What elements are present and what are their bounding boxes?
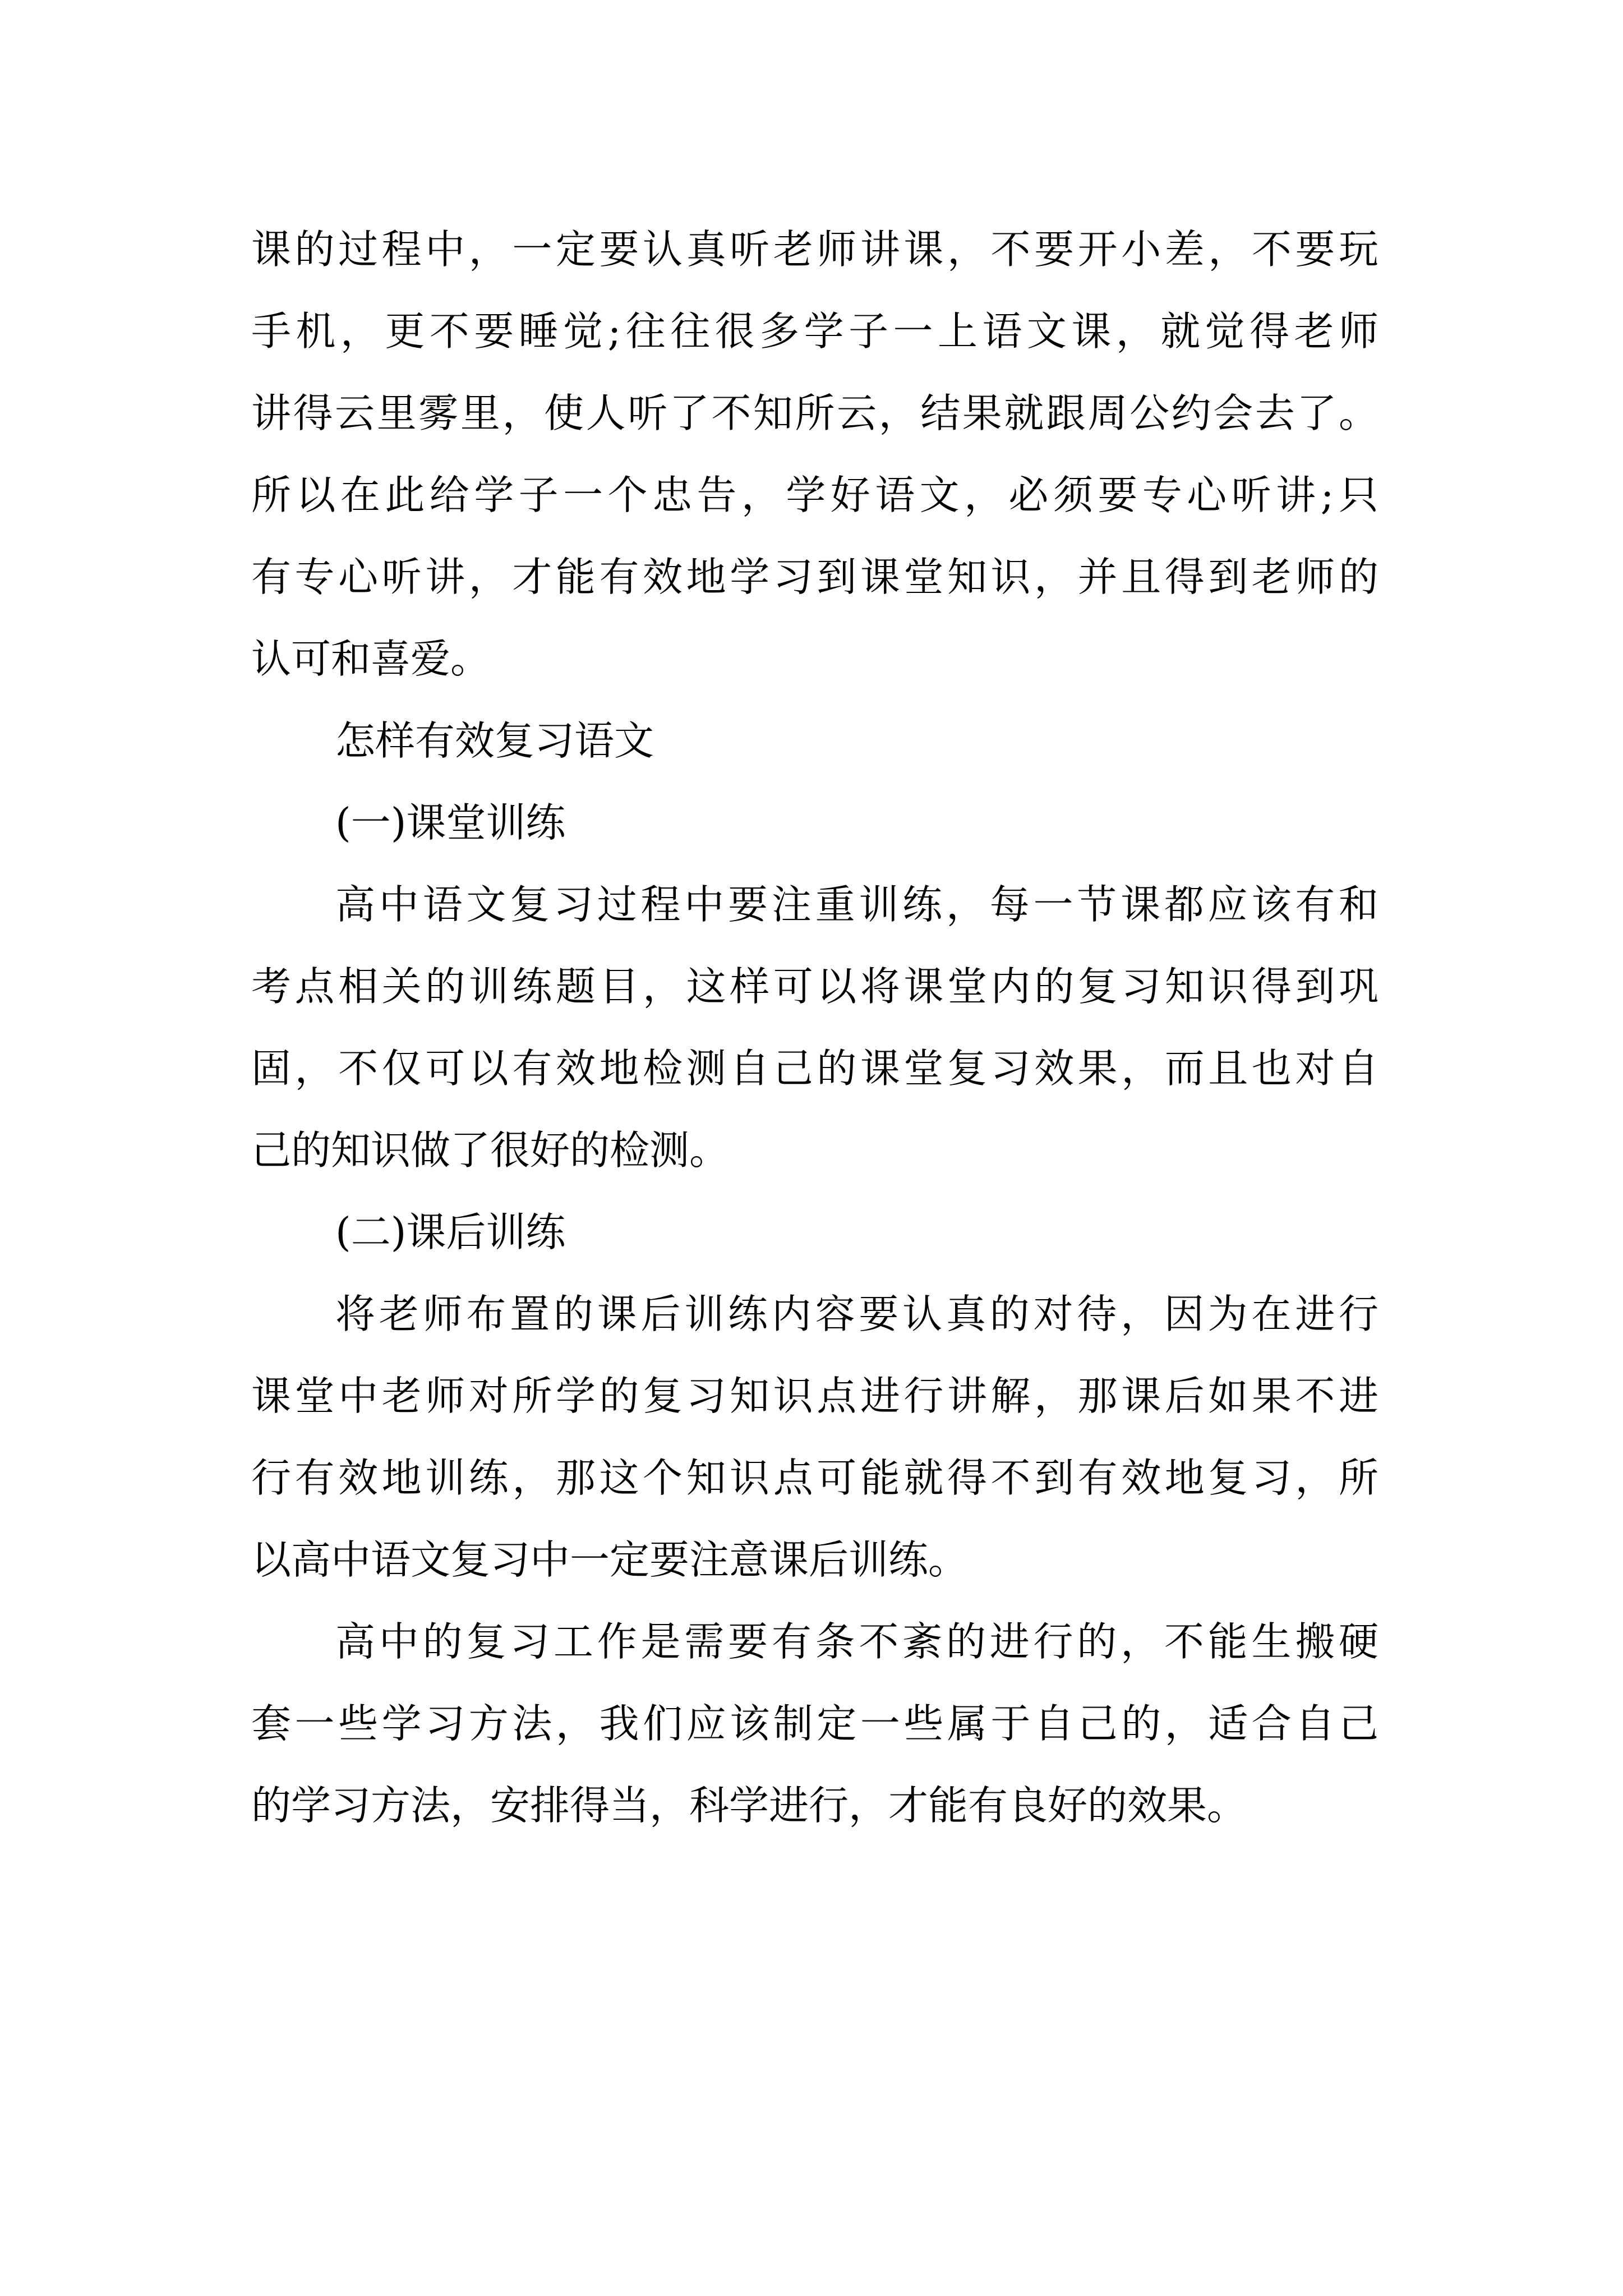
paragraph-conclusion (251, 1601, 1378, 1847)
document-body (251, 209, 1378, 1847)
paragraph-classroom-training (251, 864, 1378, 1191)
text-line: 高中的复习工作是需要有条不紊的进行的，不能生搬硬 (335, 1618, 1378, 1665)
text-line: 所以在此给学子一个忠告，学好语文，必须要专心听讲;只 (251, 472, 1378, 518)
heading-text: (二)课后训练 (335, 1209, 566, 1255)
text-line: 课的过程中，一定要认真听老师讲课，不要开小差，不要玩 (251, 226, 1378, 273)
subsection-heading-1 (251, 782, 1378, 864)
text-line: 套一些学习方法，我们应该制定一些属于自己的，适合自己 (251, 1700, 1378, 1747)
text-line: 高中语文复习过程中要注重训练，每一节课都应该有和 (335, 881, 1378, 928)
text-line: 认可和喜爱。 (251, 636, 491, 682)
text-line: 以高中语文复习中一定要注意课后训练。 (251, 1536, 969, 1583)
text-line: 行有效地训练，那这个知识点可能就得不到有效地复习，所 (251, 1455, 1378, 1501)
heading-text: 怎样有效复习语文 (335, 717, 654, 764)
text-line: 的学习方法，安排得当，科学进行，才能有良好的效果。 (251, 1782, 1247, 1829)
text-line: 课堂中老师对所学的复习知识点进行讲解，那课后如果不进 (251, 1373, 1378, 1419)
section-heading (251, 700, 1378, 782)
text-line: 考点相关的训练题目，这样可以将课堂内的复习知识得到巩 (251, 963, 1378, 1010)
paragraph-continued (251, 209, 1378, 700)
text-line: 将老师布置的课后训练内容要认真的对待，因为在进行 (335, 1291, 1378, 1337)
text-line: 讲得云里雾里，使人听了不知所云，结果就跟周公约会去了。 (251, 390, 1378, 436)
text-line: 有专心听讲，才能有效地学习到课堂知识，并且得到老师的 (251, 554, 1378, 600)
subsection-heading-2 (251, 1191, 1378, 1273)
paragraph-after-class-training (251, 1273, 1378, 1601)
text-line: 手机，更不要睡觉;往往很多学子一上语文课，就觉得老师 (251, 308, 1378, 355)
text-line: 己的知识做了很好的检测。 (251, 1127, 730, 1174)
text-line: 固，不仅可以有效地检测自己的课堂复习效果，而且也对自 (251, 1045, 1378, 1092)
heading-text: (一)课堂训练 (335, 799, 566, 846)
